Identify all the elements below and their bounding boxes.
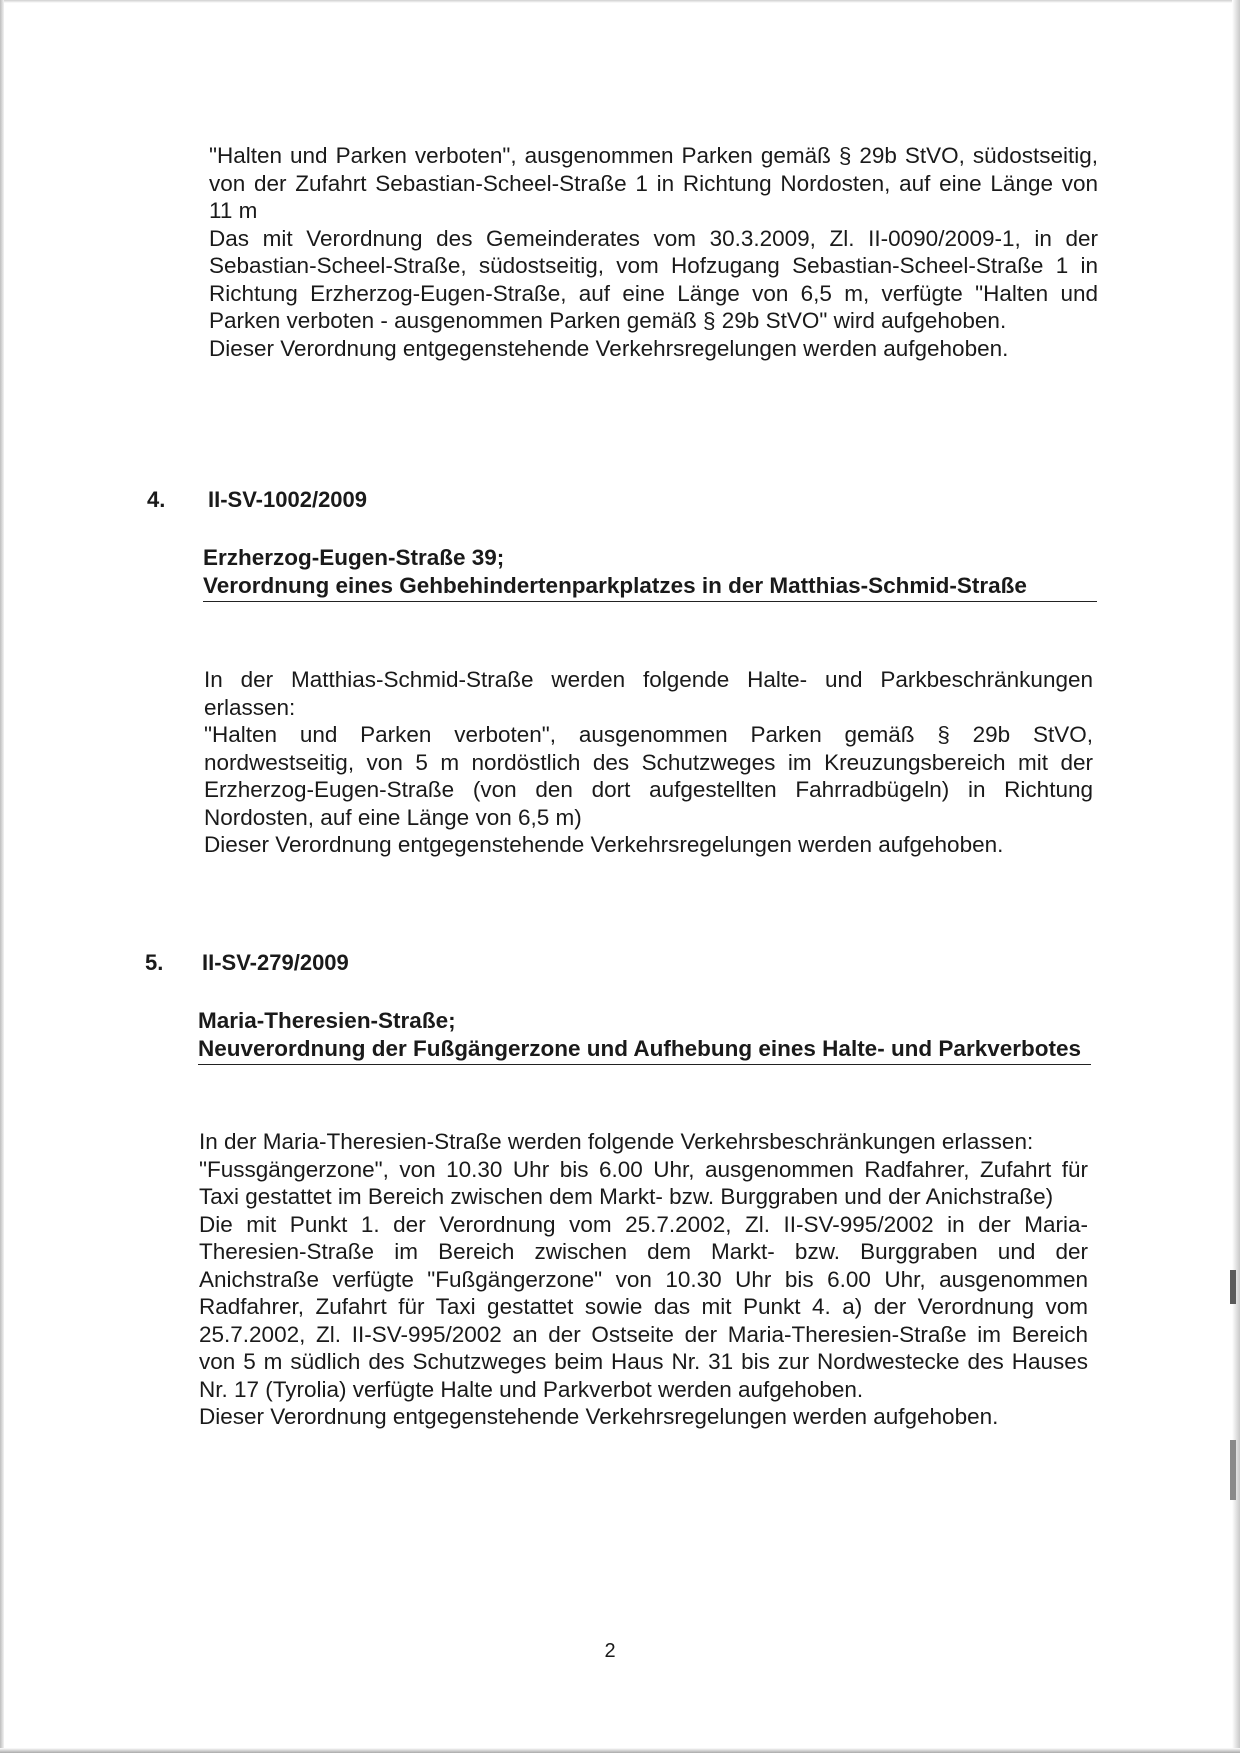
item-5-heading <box>198 1007 1091 1065</box>
item-4-case-id: II-SV-1002/2009 <box>208 487 368 512</box>
item-5-body <box>199 1128 1088 1431</box>
intro-paragraph-3: Dieser Verordnung entgegenstehende Verkehrsregelungen werden aufgehoben. <box>209 335 1009 361</box>
item-4-paragraph-1: In der Matthias-Schmid-Straße werden folgende Halte- und Parkbeschränkungen erlassen: <box>204 667 1093 720</box>
item-5-paragraph-2: "Fussgängerzone", von 10.30 Uhr bis 6.00 Uhr, ausgenommen Radfahrer, Zufahrt für Taxi gestattet im Bereich zwischen dem Markt- bzw. Burggraben und der Anichstraße) <box>199 1156 1088 1209</box>
item-5-title-line-2: Neuverordnung der Fußgängerzone und Aufhebung eines Halte- und Parkverbotes <box>198 1035 1082 1061</box>
item-5-title-line-1: Maria-Theresien-Straße; <box>198 1008 456 1033</box>
page-edge-left <box>0 0 4 1753</box>
page-edge-top <box>0 0 1240 3</box>
intro-paragraph-2: Das mit Verordnung des Gemeinderates vom 30.3.2009, Zl. II-0090/2009-1, in der Sebastian-Scheel-Straße, südostseitig, vom Hofzugang Sebastian-Scheel-Straße 1 in Richtung Erzherzog-Eugen-Straße, auf eine Länge von 6,5 m, verfügte "Halten und Parken verboten - ausgenommen Parken gemäß § 29b StVO" wird aufgehoben. <box>209 225 1098 333</box>
item-5-paragraph-1: In der Maria-Theresien-Straße werden folgende Verkehrsbeschränkungen erlassen: <box>199 1129 1034 1154</box>
item-4-heading <box>203 544 1097 602</box>
item-5-paragraph-3: Die mit Punkt 1. der Verordnung vom 25.7.2002, Zl. II-SV-995/2002 in der Maria-Theresien-Straße im Bereich zwischen dem Markt- bzw. Burggraben und der Anichstraße verfügte "Fußgängerzone" von 10.30 Uhr bis 6.00 Uhr, ausgenommen Radfahrer, Zufahrt für Taxi gestattet sowie das mit Punkt 4. a) der Verordnung vom 25.7.2002, Zl. II-SV-995/2002 an der Ostseite der Maria-Theresien-Straße im Bereich von 5 m südlich des Schutzweges beim Haus Nr. 31 bis zur Nordwestecke des Hauses Nr. 17 (Tyrolia) verfügte Halte und Parkverbot werden aufgehoben. <box>199 1211 1088 1402</box>
item-5-case-id: II-SV-279/2009 <box>202 950 349 975</box>
item-4-paragraph-2: "Halten und Parken verboten", ausgenommen Parken gemäß § 29b StVO, nordwestseitig, von 5 m nordöstlich des Schutzweges im Kreuzungsbereich mit der Erzherzog-Eugen-Straße (von den dort aufgestellten Fahrradbügeln) in Richtung Nordosten, auf eine Länge von 6,5 m) <box>204 722 1093 830</box>
intro-section <box>209 142 1098 362</box>
page-edge-bottom <box>0 1748 1240 1753</box>
scan-artifact <box>1230 1440 1236 1500</box>
item-4-body <box>204 666 1093 859</box>
scan-artifact <box>1230 1270 1236 1304</box>
item-4-title-line-2: Verordnung eines Gehbehindertenparkplatzes in der Matthias-Schmid-Straße <box>203 572 1027 598</box>
item-5-number: 5. <box>145 950 164 975</box>
item-4-number: 4. <box>147 487 166 512</box>
item-4-title-line-1: Erzherzog-Eugen-Straße 39; <box>203 545 505 570</box>
page-number: 2 <box>604 1640 616 1662</box>
item-4-paragraph-3: Dieser Verordnung entgegenstehende Verkehrsregelungen werden aufgehoben. <box>204 832 1004 857</box>
item-5-paragraph-4: Dieser Verordnung entgegenstehende Verkehrsregelungen werden aufgehoben. <box>199 1404 999 1429</box>
intro-paragraph-1: "Halten und Parken verboten", ausgenommen Parken gemäß § 29b StVO, südostseitig, von der Zufahrt Sebastian-Scheel-Straße 1 in Richtung Nordosten, auf eine Länge von 11 m <box>209 143 1098 223</box>
